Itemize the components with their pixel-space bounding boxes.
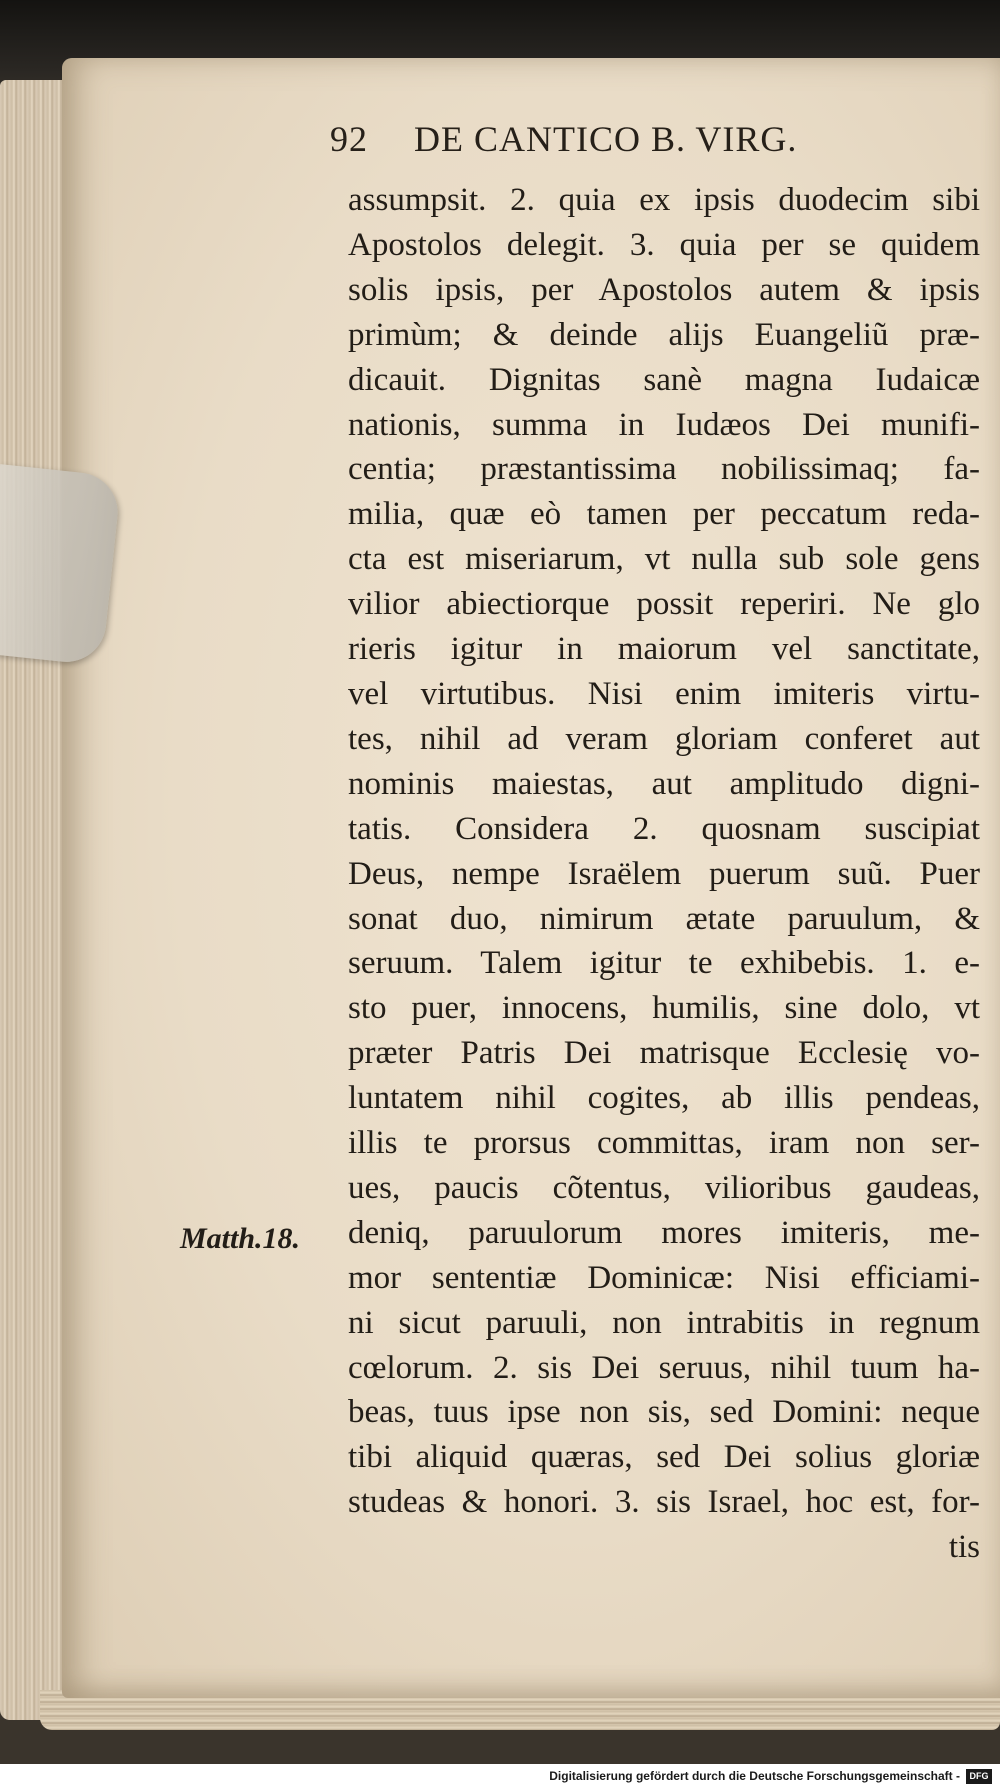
text-line: mor sententiæ Dominicæ: Nisi efficiami- <box>348 1259 980 1296</box>
text-line: milia, quæ eò tamen per peccatum reda- <box>348 496 980 533</box>
text-line: deniq, paruulorum mores imiteris, me- <box>348 1214 980 1251</box>
text-line: nationis, summa in Iudæos Dei munifi- <box>348 406 980 443</box>
text-line: sto puer, innocens, humilis, sine dolo, vt <box>348 990 980 1027</box>
digitization-credit: Digitalisierung gefördert durch die Deutsche Forschungsgemeinschaft - <box>549 1769 960 1783</box>
catchword: tis <box>948 1529 980 1566</box>
text-line: præter Patris Dei matrisque Ecclesię vo- <box>348 1035 980 1072</box>
text-line: tes, nihil ad veram gloriam conferet aut <box>348 720 980 757</box>
text-line: seruum. Talem igitur te exhibebis. 1. e- <box>348 945 980 982</box>
text-line: solis ipsis, per Apostolos autem & ipsis <box>348 271 980 308</box>
text-line: vilior abiectiorque possit reperiri. Ne glo <box>348 586 980 623</box>
text-line: tatis. Considera 2. quosnam suscipiat <box>348 810 980 847</box>
text-line: Apostolos delegit. 3. quia per se quidem <box>348 226 980 263</box>
text-line: dicauit. Dignitas sanè magna Iudaicæ <box>348 361 980 398</box>
dfg-logo-icon: DFG <box>966 1769 992 1784</box>
running-title: DE CANTICO B. VIRG. <box>414 119 798 159</box>
text-line: cœlorum. 2. sis Dei seruus, nihil tuum ha- <box>348 1349 980 1386</box>
text-line: assumpsit. 2. quia ex ipsis duodecim sibi <box>348 182 980 218</box>
body-text <box>348 178 980 1570</box>
text-line: ni sicut paruuli, non intrabitis in regnum <box>348 1304 980 1341</box>
text-line: beas, tuus ipse non sis, sed Domini: neque <box>348 1394 980 1431</box>
text-line: luntatem nihil cogites, ab illis pendeas, <box>348 1080 980 1117</box>
text-line: illis te prorsus committas, iram non ser- <box>348 1125 980 1162</box>
text-line: nominis maiestas, aut amplitudo digni- <box>348 765 980 802</box>
digitization-credit-bar <box>0 1764 1000 1790</box>
running-head <box>330 118 797 160</box>
page-number: 92 <box>330 119 368 159</box>
text-line: vel virtutibus. Nisi enim imiteris virtu- <box>348 675 980 712</box>
text-line: Deus, nempe Israëlem puerum suũ. Puer <box>348 855 980 892</box>
page-holder-clip <box>0 464 122 666</box>
text-line: cta est miseriarum, vt nulla sub sole gens <box>348 541 980 578</box>
text-line: studeas & honori. 3. sis Israel, hoc est, for- <box>348 1484 980 1521</box>
text-line: tibi aliquid quæras, sed Dei solius gloriæ <box>348 1439 980 1476</box>
text-line: primùm; & deinde alijs Euangeliũ præ- <box>348 316 980 353</box>
text-line: rieris igitur in maiorum vel sanctitate, <box>348 631 980 668</box>
text-line: ues, paucis cõtentus, vilioribus gaudeas, <box>348 1169 980 1206</box>
text-line: sonat duo, nimirum ætate paruulum, & <box>348 900 980 937</box>
margin-note: Matth.18. <box>180 1222 301 1255</box>
text-line: centia; præstantissima nobilissimaq; fa- <box>348 451 980 488</box>
